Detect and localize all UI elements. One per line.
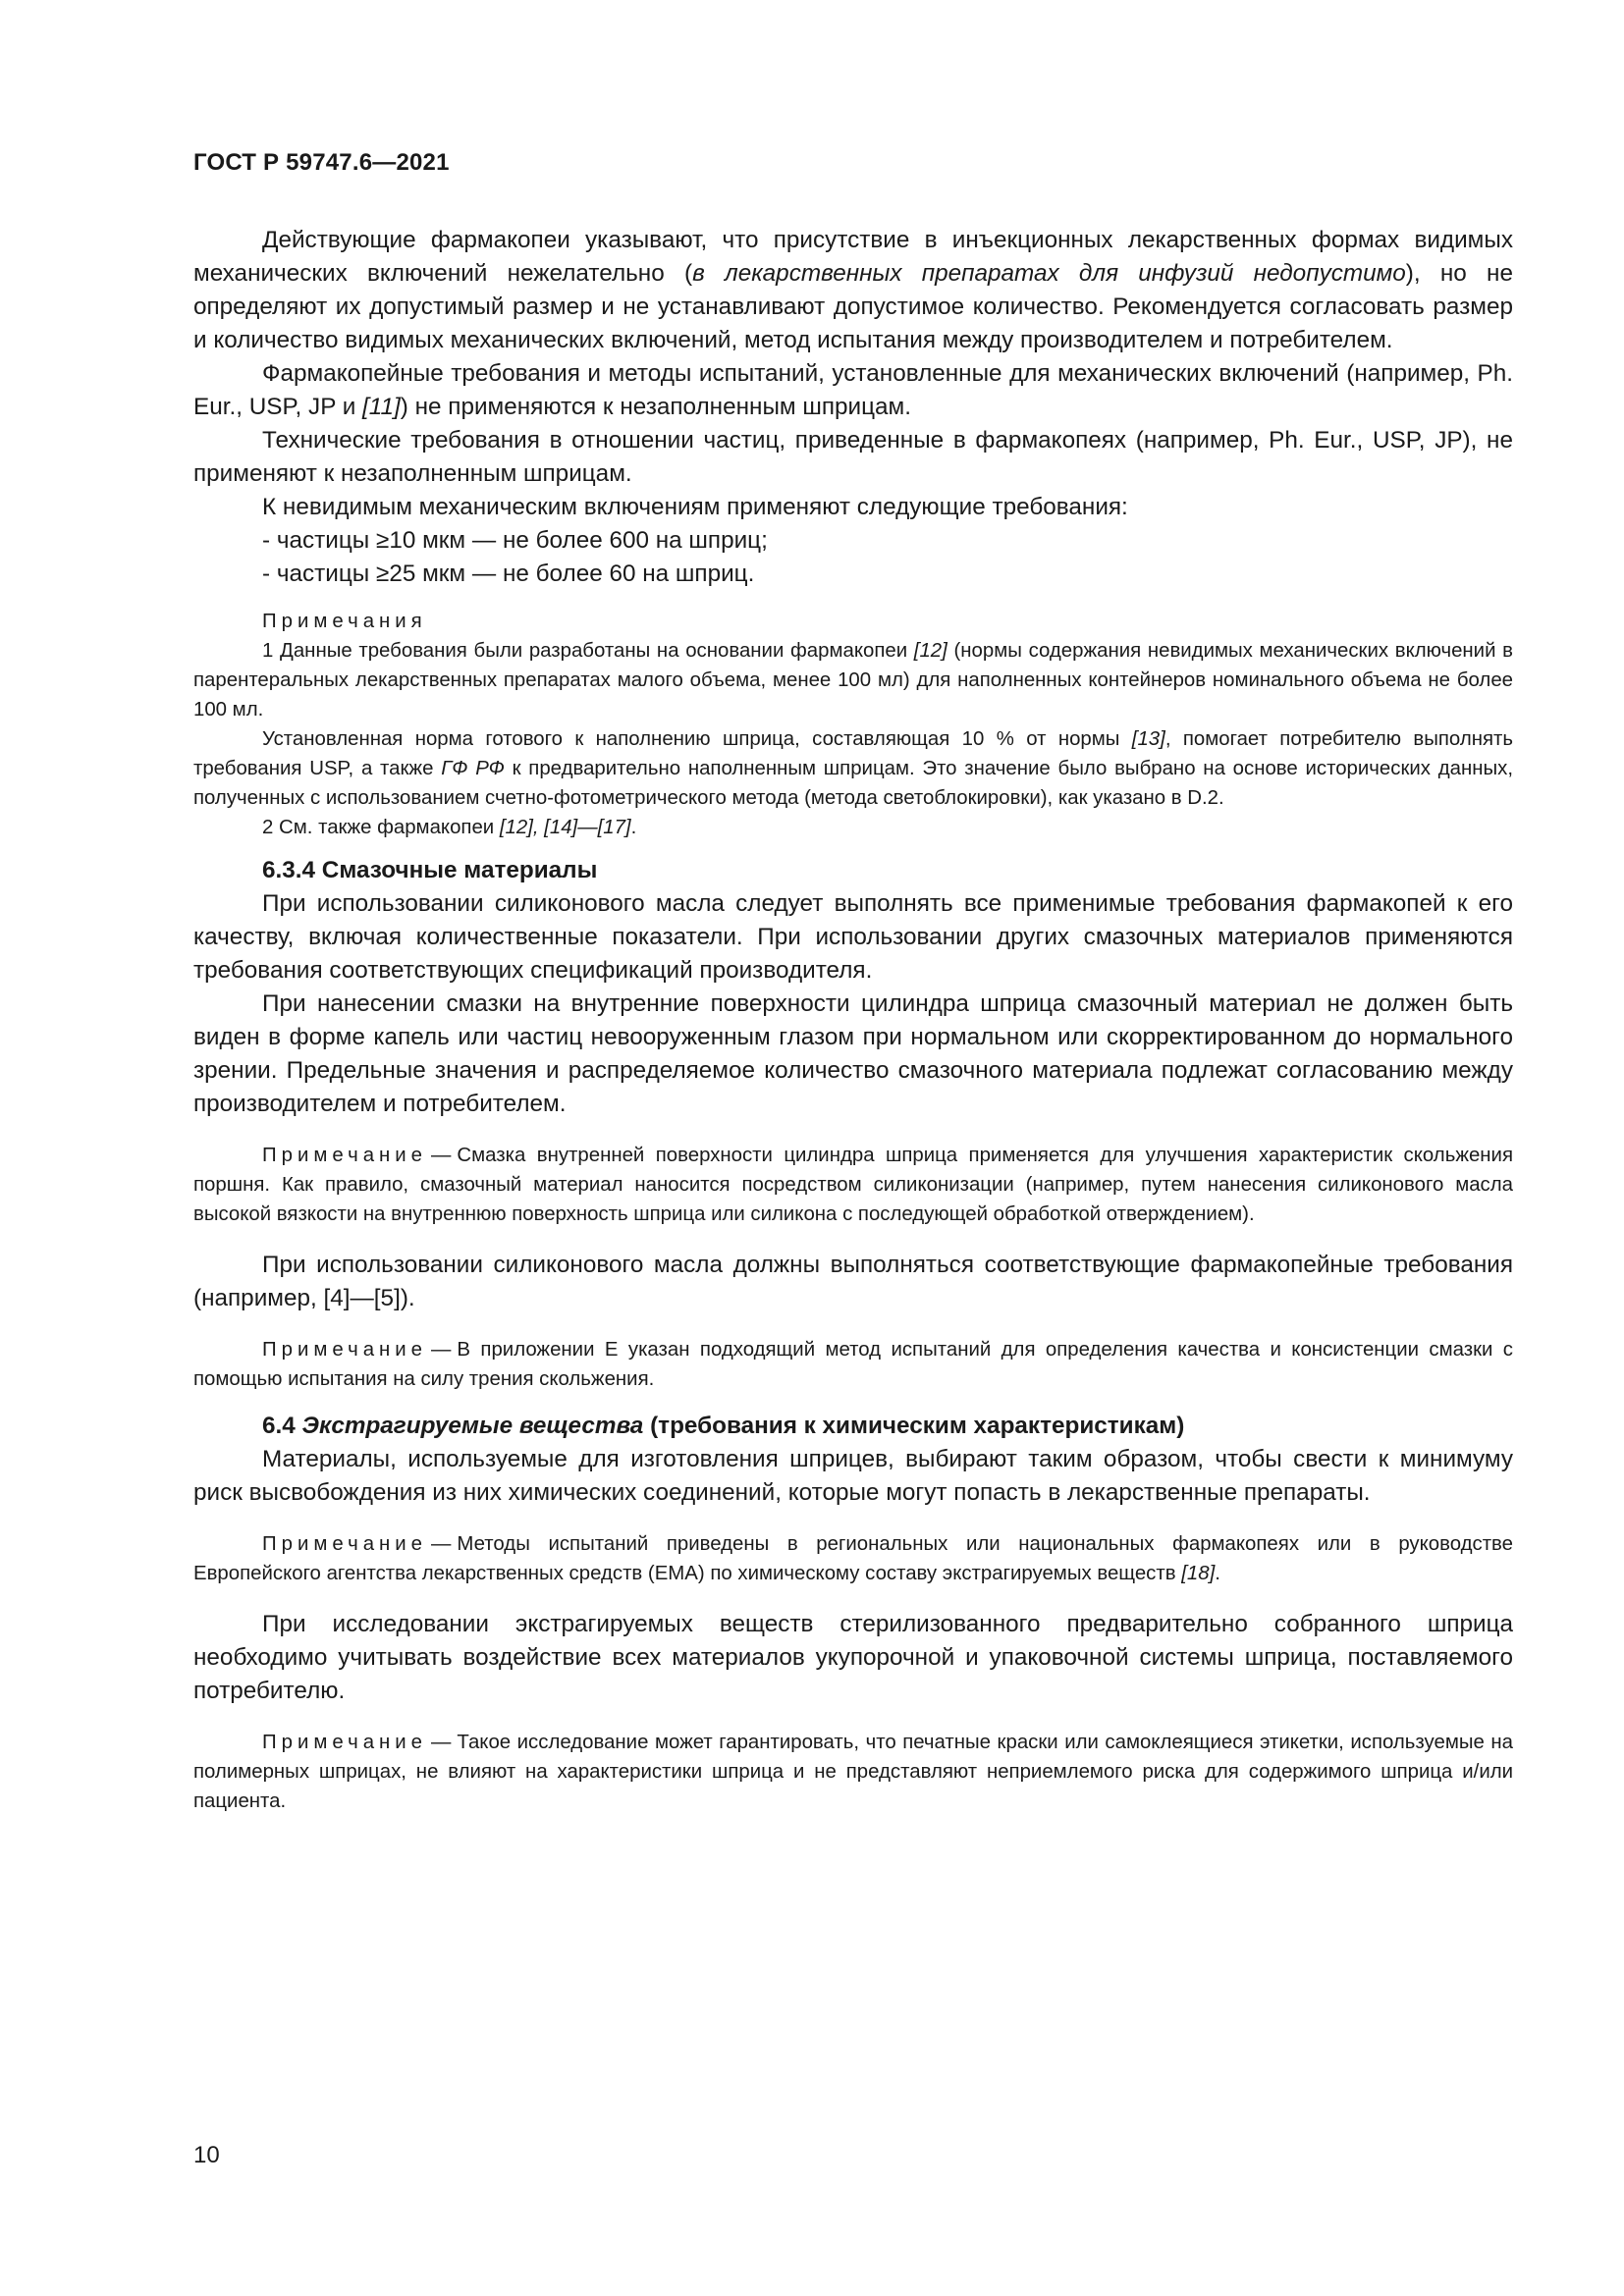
page-number: 10 [193, 2142, 220, 2168]
reference-18: [18] [1181, 1563, 1216, 1584]
list-item: - частицы ≥10 мкм — не более 600 на шприц; [262, 527, 768, 554]
note-lubrication: Примечание — Смазка внутренней поверхности цилиндра шприца применяется для улучшения характеристик скольжения поршня. Как правило, смазочный материал наносится посредством силиконизации (например, путем нанесения силиконового масла высокой вязкости на внутреннюю поверхность шприца или силикона с последующей обработкой отверждением). [193, 1145, 1513, 1225]
note-1: 1 Данные требования были разработаны на основании фармакопеи [12] (нормы содержания невидимых механических включений в парентеральных лекарственных препаратах малого объема, менее 100 мл) для наполненных контейнеров номинального объема не более 100 мл. [193, 640, 1513, 721]
list-item: - частицы ≥25 мкм — не более 60 на шприц. [262, 561, 755, 587]
note-2: 2 См. также фармакопеи [12], [14]—[17]. [262, 817, 637, 838]
paragraph-extractables-study: При исследовании экстрагируемых веществ стерилизованного предварительно собранного шприца необходимо учитывать воздействие всех материалов укупорочной и упаковочной системы шприца, поставляемого потребителю. [193, 1611, 1513, 1704]
paragraph-technical-requirements: Технические требования в отношении частиц, приведенные в фармакопеях (например, Ph. Eur., USP, JP), не применяют к незаполненным шприцам. [193, 427, 1513, 487]
paragraph-visible-particles: Действующие фармакопеи указывают, что присутствие в инъекционных лекарственных формах видимых механических включений нежелательно (в лекарственных препаратах для инфузий недопустимо), но не определяют их допустимый размер и не устанавливают допустимое количество. Рекомендуется согласовать размер и количество видимых механических включений, метод испытания между производителем и потребителем. [193, 227, 1513, 353]
note-test-methods: Примечание — Методы испытаний приведены в региональных или национальных фармакопеях или в руководстве Европейского агентства лекарственных средств (EMA) по химическому составу экстрагируемых веществ [18]. [193, 1533, 1513, 1584]
reference-11: [11] [362, 394, 401, 420]
notes-title: Примечания [262, 611, 427, 632]
paragraph-silicone-oil: При использовании силиконового масла следует выполнять все применимые требования фармакопей к его качеству, включая количественные показатели. При использовании других смазочных материалов применяются требования соответствующих спецификаций производителя. [193, 890, 1513, 984]
note-1-continued: Установленная норма готового к наполнению шприца, составляющая 10 % от нормы [13], помогает потребителю выполнять требования USP, а также ГФ РФ к предварительно наполненным шприцам. Это значение было выбрано на основе исторических данных, полученных с использованием счетно-фотометрического метода (метода светоблокировки), как указано в D.2. [193, 728, 1513, 809]
document-header: ГОСТ Р 59747.6—2021 [193, 149, 450, 176]
paragraph-pharmacopoeia-requirements: Фармакопейные требования и методы испытаний, установленные для механических включений (например, Ph. Eur., USP, JP и [11]) не применяются к незаполненным шприцам. [193, 360, 1513, 420]
section-heading-6-3-4: 6.3.4 Смазочные материалы [262, 857, 598, 883]
section-heading-6-4: 6.4 Экстрагируемые вещества (требования к химическим характеристикам) [262, 1413, 1185, 1439]
paragraph-silicone-requirements: При использовании силиконового масла должны выполняться соответствующие фармакопейные требования (например, [4]—[5]). [193, 1252, 1513, 1311]
note-test-method: Примечание — В приложении Е указан подходящий метод испытаний для определения качества и консистенции смазки с помощью испытания на силу трения скольжения. [193, 1339, 1513, 1390]
paragraph-invisible-inclusions: К невидимым механическим включениям применяют следующие требования: [262, 494, 1128, 520]
paragraph-lubricant-application: При нанесении смазки на внутренние поверхности цилиндра шприца смазочный материал не должен быть виден в форме капель или частиц невооруженным глазом при нормальном или скорректированном до нормального зрении. Предельные значения и распределяемое количество смазочного материала подлежат согласованию между производителем и потребителем. [193, 990, 1513, 1117]
paragraph-syringe-materials: Материалы, используемые для изготовления шприцев, выбирают таким образом, чтобы свести к минимуму риск высвобождения из них химических соединений, которые могут попасть в лекарственные препараты. [193, 1446, 1513, 1506]
note-study-guarantee: Примечание — Такое исследование может гарантировать, что печатные краски или самоклеящиеся этикетки, используемые на полимерных шприцах, не влияют на характеристики шприца и не представляют неприемлемого риска для содержимого шприца и/или пациента. [193, 1732, 1513, 1812]
page-body [193, 224, 1513, 1816]
